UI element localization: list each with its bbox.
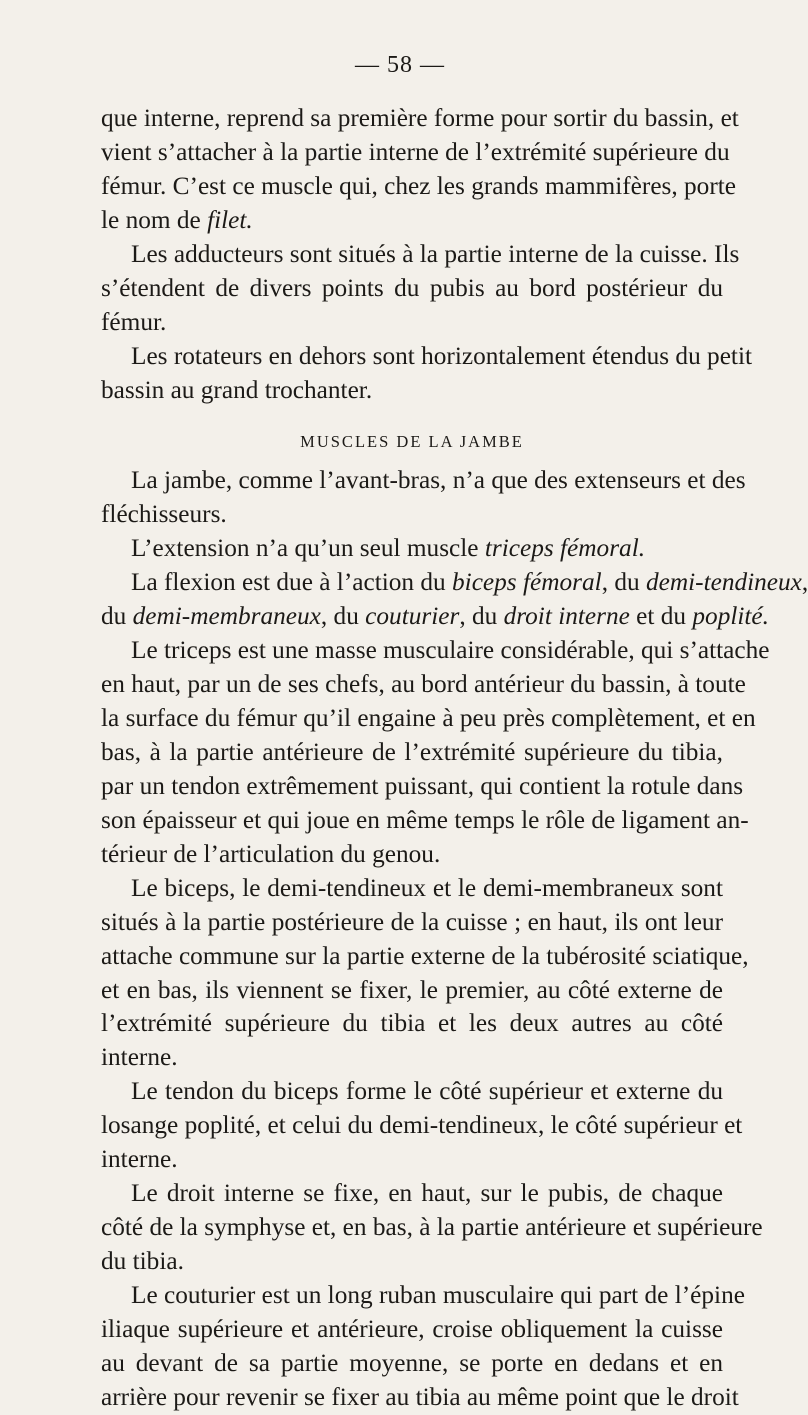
text-line: par un tendon extrêmement puissant, qui contient la rotule dans bbox=[101, 771, 744, 800]
text-line: côté de la symphyse et, en bas, à la partie antérieure et supérieure bbox=[101, 1213, 763, 1242]
paragraph-couturier bbox=[101, 1279, 745, 1415]
text-line: fléchisseurs. bbox=[101, 500, 227, 529]
paragraph-flexion bbox=[101, 566, 808, 634]
paragraph-rotateurs bbox=[101, 340, 753, 408]
paragraph-biceps bbox=[101, 872, 749, 1076]
text-line: du tibia. bbox=[101, 1247, 184, 1275]
paragraph-tendon bbox=[101, 1075, 743, 1177]
paragraph-droit-interne bbox=[101, 1177, 763, 1279]
text-line: L’extension n’a qu’un seul muscle triceps fémoral. bbox=[131, 534, 646, 563]
body-text bbox=[101, 102, 808, 1415]
text-line: arrière pour revenir se fixer au tibia au même point que le droit bbox=[101, 1382, 739, 1411]
text-line: Le couturier est un long ruban musculaire qui part de l’épine bbox=[131, 1280, 745, 1309]
text-line: fémur. C’est ce muscle qui, chez les grands mammifères, porte bbox=[101, 171, 737, 200]
text-line: iliaque supérieure et antérieure, croise obliquement la cuisse bbox=[101, 1314, 723, 1343]
text-line: vient s’attacher à la partie interne de l’extrémité supérieure du bbox=[101, 137, 730, 166]
text-line: fémur. bbox=[101, 307, 167, 336]
text-line: s’étendent de divers points du pubis au bord postérieur du bbox=[101, 273, 723, 302]
text-line: son épaisseur et qui joue en même temps le rôle de ligament an- bbox=[101, 805, 749, 834]
text-line: bassin au grand trochanter. bbox=[101, 375, 373, 404]
text-line: losange poplité, et celui du demi-tendineux, le côté supérieur et bbox=[101, 1111, 743, 1140]
text-line: que interne, reprend sa première forme pour sortir du bassin, et bbox=[101, 104, 739, 132]
text-line: le nom de filet. bbox=[101, 205, 253, 234]
paragraph-jambe bbox=[101, 464, 746, 532]
text-line: la surface du fémur qu’il engaine à peu près complètement, et en bbox=[101, 704, 756, 732]
text-line: La jambe, comme l’avant-bras, n’a que des extenseurs et des bbox=[131, 466, 746, 495]
section-heading: MUSCLES DE LA JAMBE bbox=[300, 432, 524, 452]
text-line: térieur de l’articulation du genou. bbox=[101, 839, 441, 868]
text-line: en haut, par un de ses chefs, au bord antérieur du bassin, à toute bbox=[101, 670, 746, 699]
paragraph-continuation bbox=[101, 102, 739, 238]
text-line: au devant de sa partie moyenne, se porte en dedans et en bbox=[101, 1348, 723, 1377]
text-line: Le biceps, le demi-tendineux et le demi-membraneux sont bbox=[131, 873, 723, 902]
text-line: Le droit interne se fixe, en haut, sur le pubis, de chaque bbox=[131, 1179, 723, 1208]
text-line: interne. bbox=[101, 1145, 178, 1174]
paragraph-triceps bbox=[101, 634, 770, 872]
text-line: attache commune sur la partie externe de la tubérosité sciatique, bbox=[101, 941, 749, 970]
text-line: Les rotateurs en dehors sont horizontalement étendus du petit bbox=[131, 341, 753, 370]
text-line: du demi-membraneux, du couturier, du droit interne et du poplité. bbox=[101, 602, 769, 631]
paragraph-adducteurs bbox=[101, 238, 740, 340]
text-line: Le tendon du biceps forme le côté supérieur et externe du bbox=[131, 1077, 723, 1106]
text-line: bas, à la partie antérieure de l’extrémité supérieure du tibia, bbox=[101, 737, 723, 766]
page-number: — 58 — bbox=[355, 52, 445, 78]
text-line: l’extrémité supérieure du tibia et les deux autres au côté bbox=[101, 1009, 723, 1038]
text-line: La flexion est due à l’action du biceps fémoral, du demi-tendineux, bbox=[131, 568, 808, 597]
text-line: Les adducteurs sont situés à la partie interne de la cuisse. Ils bbox=[131, 239, 740, 268]
term-triceps-femoral: triceps fémoral. bbox=[484, 534, 646, 563]
text-line: situés à la partie postérieure de la cuisse ; en haut, ils ont leur bbox=[101, 907, 723, 936]
paragraph-extension bbox=[101, 532, 723, 566]
text-line: interne. bbox=[101, 1043, 178, 1072]
text-line: et en bas, ils viennent se fixer, le premier, au côté externe de bbox=[101, 975, 723, 1004]
term-filet: filet. bbox=[207, 205, 253, 234]
text-line: Le triceps est une masse musculaire considérable, qui s’attache bbox=[131, 636, 770, 665]
